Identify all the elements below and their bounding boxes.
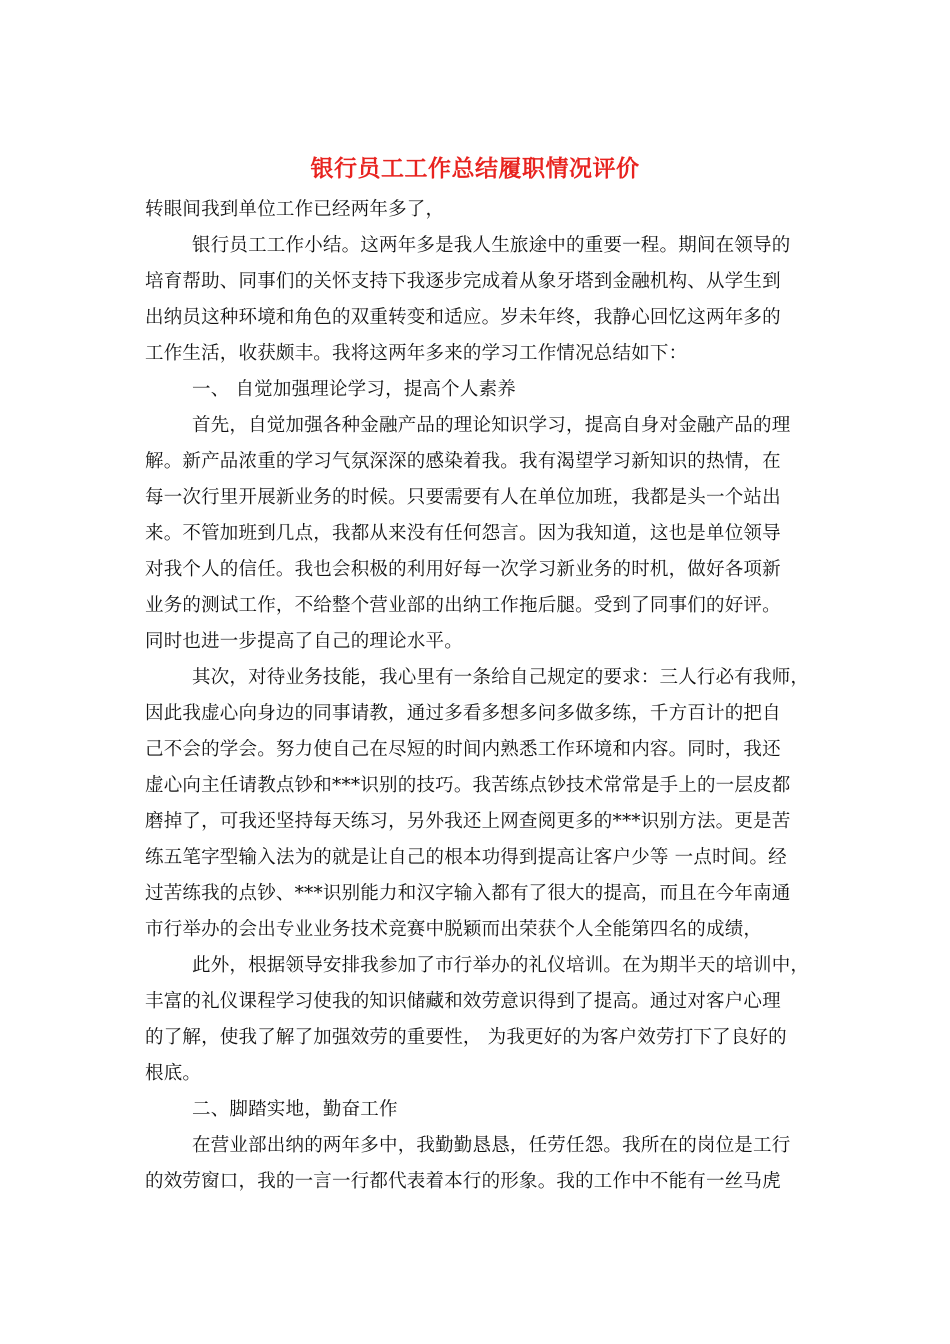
document-title: 银行员工工作总结履职情况评价	[310, 155, 640, 182]
paragraph-line: 对我个人的信任。我也会积极的利用好每一次学习新业务的时机，做好各项新	[145, 559, 781, 580]
paragraph-line: 来。不管加班到几点，我都从来没有任何怨言。因为我知道，这也是单位领导	[145, 523, 781, 544]
paragraph-line: 每一次行里开展新业务的时候。只要需要有人在单位加班，我都是头一个站出	[145, 487, 781, 508]
paragraph-line: 转眼间我到单位工作已经两年多了，	[145, 199, 445, 220]
section-heading: 一、 自觉加强理论学习，提高个人素养	[192, 379, 516, 400]
paragraph-line: 根底。	[145, 1063, 202, 1084]
paragraph-line: 其次，对待业务技能，我心里有一条给自己规定的要求：三人行必有我师，	[192, 667, 810, 688]
paragraph-line: 同时也进一步提高了自己的理论水平。	[145, 631, 463, 652]
paragraph-line: 首先，自觉加强各种金融产品的理论知识学习，提高自身对金融产品的理	[192, 415, 791, 436]
section-heading: 二、脚踏实地，勤奋工作	[192, 1099, 398, 1120]
paragraph-line: 业务的测试工作，不给整个营业部的出纳工作拖后腿。受到了同事们的好评。	[145, 595, 781, 616]
paragraph-line: 的了解，使我了解了加强效劳的重要性， 为我更好的为客户效劳打下了良好的	[145, 1027, 787, 1048]
paragraph-line: 磨掉了，可我还坚持每天练习，另外我还上网查阅更多的***识别方法。更是苦	[145, 811, 791, 832]
paragraph-line: 工作生活，收获颇丰。我将这两年多来的学习工作情况总结如下：	[145, 343, 688, 364]
paragraph-line: 银行员工工作小结。这两年多是我人生旅途中的重要一程。期间在领导的	[192, 235, 791, 256]
paragraph-line: 因此我虚心向身边的同事请教，通过多看多想多问多做多练，千方百计的把自	[145, 703, 781, 724]
paragraph-line: 出纳员这种环境和角色的双重转变和适应。岁未年终，我静心回忆这两年多的	[145, 307, 781, 328]
paragraph-line: 解。新产品浓重的学习气氛深深的感染着我。我有渴望学习新知识的热情，在	[145, 451, 781, 472]
paragraph-line: 己不会的学会。努力使自己在尽短的时间内熟悉工作环境和内容。同时，我还	[145, 739, 781, 760]
paragraph-line: 培育帮助、同事们的关怀支持下我逐步完成着从象牙塔到金融机构、从学生到	[145, 271, 781, 292]
paragraph-line: 过苦练我的点钞、***识别能力和汉字输入都有了很大的提高，而且在今年南通	[145, 883, 791, 904]
paragraph-line: 市行举办的会出专业业务技术竞赛中脱颖而出荣获个人全能第四名的成绩，	[145, 919, 763, 940]
paragraph-line: 丰富的礼仪课程学习使我的知识储藏和效劳意识得到了提高。通过对客户心理	[145, 991, 781, 1012]
paragraph-line: 的效劳窗口，我的一言一行都代表着本行的形象。我的工作中不能有一丝马虎	[145, 1171, 781, 1192]
paragraph-line: 在营业部出纳的两年多中，我勤勤恳恳，任劳任怨。我所在的岗位是工行	[192, 1135, 791, 1156]
paragraph-line: 虚心向主任请教点钞和***识别的技巧。我苦练点钞技术常常是手上的一层皮都	[145, 775, 791, 796]
paragraph-line: 练五笔字型输入法为的就是让自己的根本功得到提高让客户少等 一点时间。经	[145, 847, 787, 868]
paragraph-line: 此外，根据领导安排我参加了市行举办的礼仪培训。在为期半天的培训中，	[192, 955, 810, 976]
